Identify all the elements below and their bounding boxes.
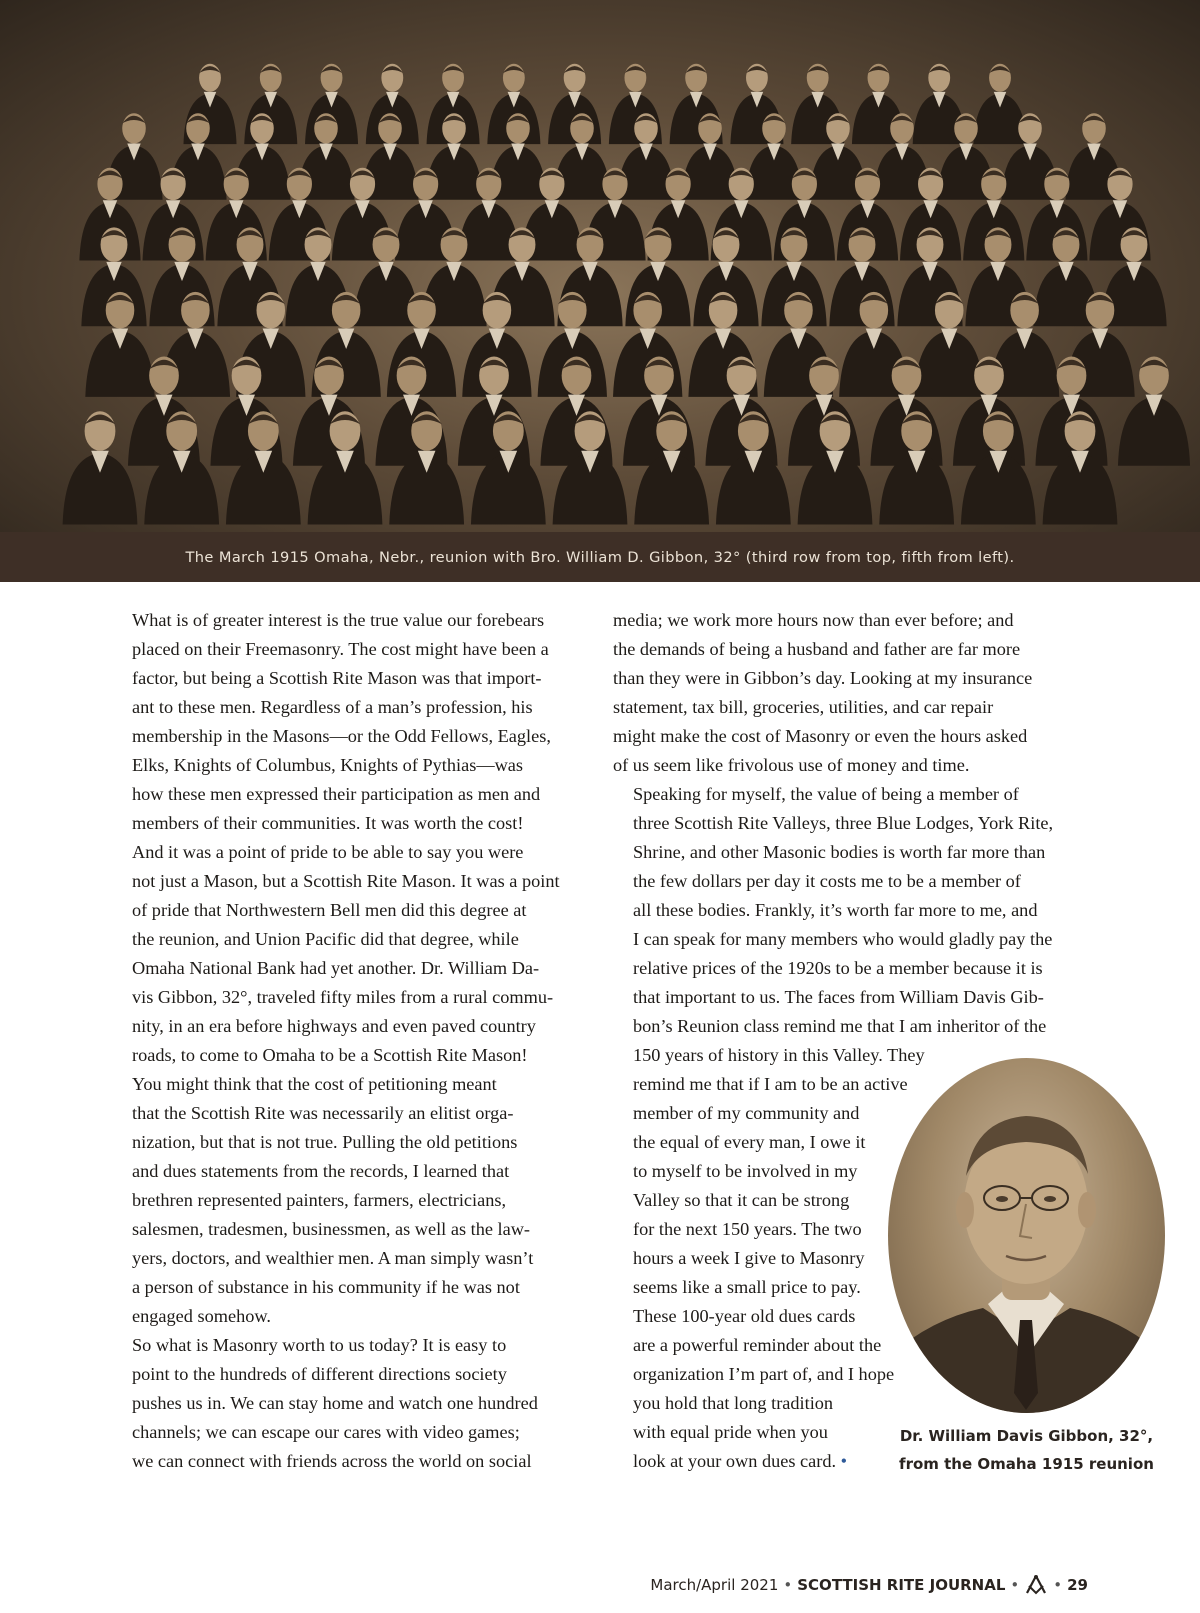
text-line: organization I’m part of, and I hope: [633, 1364, 895, 1384]
text-line: we can connect with friends across the world on social: [132, 1451, 532, 1471]
text-line: nity, in an era before highways and even paved country: [132, 1016, 536, 1036]
text-line: the equal of every man, I owe it: [633, 1132, 866, 1152]
end-mark: •: [840, 1451, 848, 1471]
photo-caption: The March 1915 Omaha, Nebr., reunion with Bro. William D. Gibbon, 32° (third row from top, fifth from left).: [185, 548, 1015, 566]
text-line: with equal pride when you: [633, 1422, 828, 1442]
text-line: media; we work more hours now than ever before; and: [613, 610, 1014, 630]
text-line: nization, but that is not true. Pulling the old petitions: [132, 1132, 518, 1152]
text-line: placed on their Freemasonry. The cost might have been a: [132, 639, 549, 659]
text-line: So what is Masonry worth to us today? It is easy to: [132, 1335, 507, 1355]
paragraph: [112, 606, 590, 838]
text-line: point to the hundreds of different directions society: [132, 1364, 507, 1384]
group-photo-figures: [0, 0, 1200, 532]
text-line: how these men expressed their participation as men and: [132, 784, 541, 804]
paragraph: [112, 838, 590, 1070]
text-line-content: look at your own dues card.: [633, 1451, 837, 1471]
text-line: might make the cost of Masonry or even the hours asked: [613, 726, 1028, 746]
text-line: membership in the Masons—or the Odd Fellows, Eagles,: [132, 726, 551, 746]
portrait-figure: [888, 1058, 1165, 1413]
footer-separator: •: [1053, 1576, 1063, 1594]
text-line: I can speak for many members who would gladly pay the: [633, 929, 1053, 949]
text-line: relative prices of the 1920s to be a member because it is: [633, 958, 1043, 978]
text-line: you hold that long tradition: [633, 1393, 834, 1413]
journal-name: SCOTTISH RITE JOURNAL: [797, 1576, 1006, 1594]
text-line: bon’s Reunion class remind me that I am inheritor of the: [633, 1016, 1047, 1036]
text-line: salesmen, tradesmen, businessmen, as well as the law-: [132, 1219, 531, 1239]
text-line: than they were in Gibbon’s day. Looking at my insurance: [613, 668, 1033, 688]
text-line: pushes us in. We can stay home and watch one hundred: [132, 1393, 538, 1413]
portrait-caption-line: Dr. William Davis Gibbon, 32°,: [899, 1427, 1154, 1445]
text-line: These 100-year old dues cards: [633, 1306, 856, 1326]
text-line: channels; we can escape our cares with video games;: [132, 1422, 520, 1442]
text-line: member of my community and: [633, 1103, 860, 1123]
text-line: Omaha National Bank had yet another. Dr. William Da-: [132, 958, 540, 978]
text-line: ant to these men. Regardless of a man’s profession, his: [132, 697, 533, 717]
text-line: vis Gibbon, 32°, traveled fifty miles from a rural commu-: [132, 987, 554, 1007]
text-line: the demands of being a husband and father are far more: [613, 639, 1021, 659]
person-figure: [973, 64, 1026, 144]
text-line: to myself to be involved in my: [633, 1161, 858, 1181]
person-figure: [63, 411, 138, 524]
text-line: are a powerful reminder about the: [633, 1335, 882, 1355]
text-line: Elks, Knights of Columbus, Knights of Pythias—was: [132, 755, 524, 775]
page-footer: [650, 1574, 1088, 1596]
text-line: hours a week I give to Masonry: [633, 1248, 865, 1268]
portrait-caption-line: from the Omaha 1915 reunion: [899, 1455, 1154, 1473]
paragraph: [112, 1331, 590, 1476]
text-line: the reunion, and Union Pacific did that degree, while: [132, 929, 519, 949]
text-line: seems like a small price to pay.: [633, 1277, 861, 1297]
text-line: statement, tax bill, groceries, utilities, and car repair: [613, 697, 994, 717]
text-line: brethren represented painters, farmers, electricians,: [132, 1190, 507, 1210]
text-line: and dues statements from the records, I learned that: [132, 1161, 510, 1181]
text-line: of pride that Northwestern Bell men did this degree at: [132, 900, 527, 920]
issue-date: March/April 2021: [650, 1576, 779, 1594]
article-column-left: [112, 606, 590, 1476]
text-line: engaged somehow.: [132, 1306, 271, 1326]
text-line: remind me that if I am to be an active: [633, 1074, 908, 1094]
paragraph: [112, 1070, 590, 1331]
text-line: all these bodies. Frankly, it’s worth far more to me, and: [633, 900, 1038, 920]
footer-separator: •: [783, 1576, 793, 1594]
portrait-caption: [888, 1422, 1165, 1478]
text-line: yers, doctors, and wealthier men. A man simply wasn’t: [132, 1248, 534, 1268]
text-line: that important to us. The faces from William Davis Gib-: [633, 987, 1044, 1007]
text-line: for the next 150 years. The two: [633, 1219, 862, 1239]
text-line: And it was a point of pride to be able to say you were: [132, 842, 524, 862]
paragraph: [613, 606, 1091, 780]
photo-caption-bar: [0, 532, 1200, 582]
text-line: factor, but being a Scottish Rite Mason was that import-: [132, 668, 542, 688]
text-line: Valley so that it can be strong: [633, 1190, 850, 1210]
square-and-compass-icon: [1024, 1574, 1048, 1596]
text-line: a person of substance in his community if he was not: [132, 1277, 520, 1297]
text-line: not just a Mason, but a Scottish Rite Mason. It was a point: [132, 871, 560, 891]
group-photo: [0, 0, 1200, 532]
text-line: that the Scottish Rite was necessarily an elitist orga-: [132, 1103, 514, 1123]
text-line: Shrine, and other Masonic bodies is worth far more than: [633, 842, 1046, 862]
text-line: What is of greater interest is the true value our forebears: [132, 610, 545, 630]
text-line: the few dollars per day it costs me to be a member of: [633, 871, 1021, 891]
text-line: of us seem like frivolous use of money and time.: [613, 755, 970, 775]
footer-separator: •: [1010, 1576, 1020, 1594]
text-line: You might think that the cost of petitioning meant: [132, 1074, 497, 1094]
portrait-photo: [888, 1058, 1165, 1413]
page-number: 29: [1067, 1576, 1088, 1594]
text-line: three Scottish Rite Valleys, three Blue Lodges, York Rite,: [633, 813, 1054, 833]
text-line: members of their communities. It was worth the cost!: [132, 813, 524, 833]
text-line: Speaking for myself, the value of being a member of: [633, 784, 1019, 804]
text-line: 150 years of history in this Valley. They: [633, 1045, 925, 1065]
text-line: roads, to come to Omaha to be a Scottish Rite Mason!: [132, 1045, 528, 1065]
